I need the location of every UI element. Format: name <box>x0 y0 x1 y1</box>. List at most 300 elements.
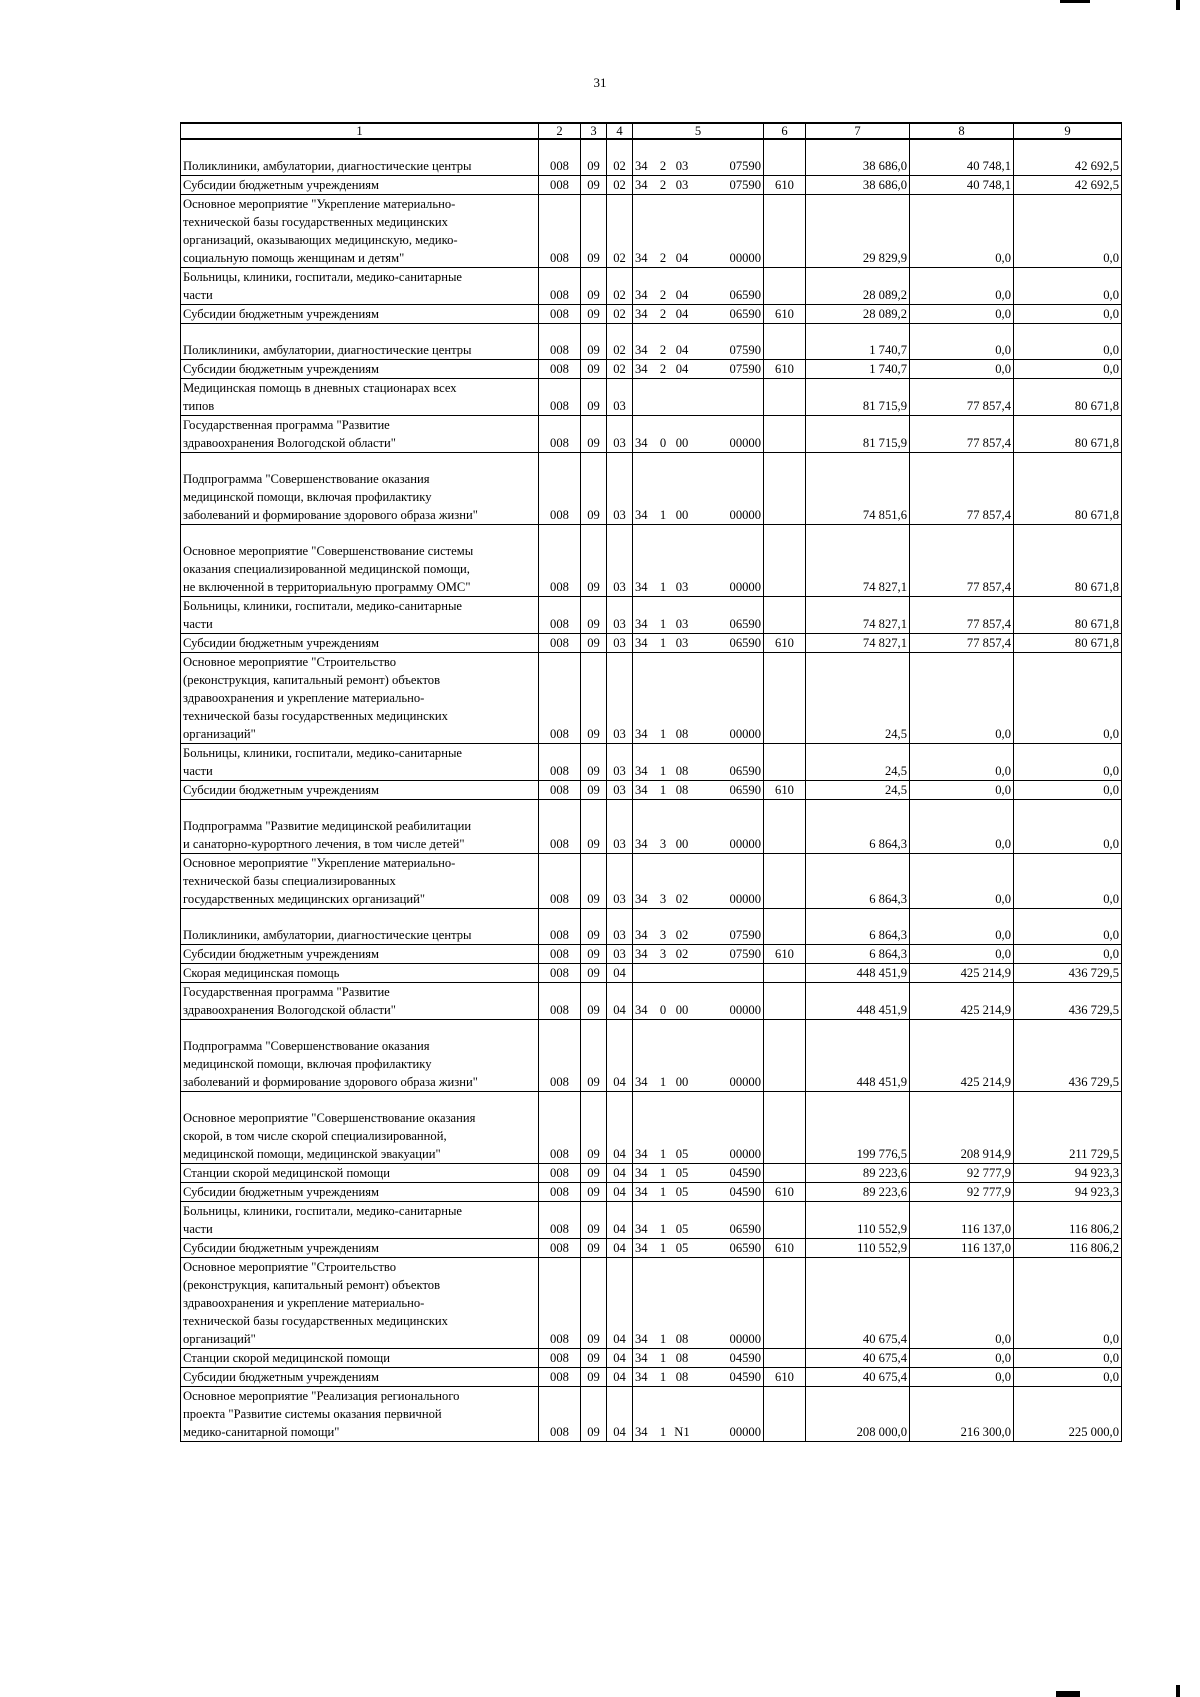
expense-type-code <box>764 596 806 633</box>
code-part: 34 <box>635 1146 648 1161</box>
code-part: 34 <box>635 1002 648 1017</box>
code-part: 34 <box>635 361 648 376</box>
amount-year-3: 80 671,8 <box>1014 633 1122 652</box>
section-code: 09 <box>581 780 607 799</box>
expense-type-code: 610 <box>764 1182 806 1201</box>
ministry-code: 008 <box>539 1257 581 1348</box>
amount-year-3: 42 692,5 <box>1014 175 1122 194</box>
ministry-code: 008 <box>539 452 581 524</box>
code-part: 34 <box>635 1240 648 1255</box>
amount-year-3: 80 671,8 <box>1014 524 1122 596</box>
amount-year-2: 0,0 <box>910 1257 1014 1348</box>
code-part: 04590 <box>729 1350 761 1365</box>
ministry-code: 008 <box>539 780 581 799</box>
code-part: 08 <box>675 782 689 797</box>
amount-year-2: 208 914,9 <box>910 1091 1014 1163</box>
code-part: 00 <box>675 507 689 522</box>
code-part: 2 <box>659 158 667 173</box>
code-part: N1 <box>674 1424 690 1439</box>
amount-year-3: 0,0 <box>1014 780 1122 799</box>
code-part: 0 <box>659 1002 667 1017</box>
code-part: 00000 <box>729 579 761 594</box>
code-part: 34 <box>635 726 648 741</box>
amount-year-2: 0,0 <box>910 304 1014 323</box>
amount-year-2: 40 748,1 <box>910 139 1014 175</box>
table-row <box>181 1182 1122 1201</box>
ministry-code: 008 <box>539 1091 581 1163</box>
expense-type-code <box>764 139 806 175</box>
amount-year-1: 6 864,3 <box>806 799 910 853</box>
table-row <box>181 194 1122 267</box>
amount-year-3: 80 671,8 <box>1014 596 1122 633</box>
table-row <box>181 139 1122 175</box>
section-code: 09 <box>581 963 607 982</box>
ministry-code: 008 <box>539 963 581 982</box>
target-article-code <box>633 799 764 853</box>
section-code: 09 <box>581 633 607 652</box>
code-part: 05 <box>675 1165 689 1180</box>
ministry-code: 008 <box>539 1019 581 1091</box>
target-article-code <box>633 304 764 323</box>
table-row <box>181 963 1122 982</box>
amount-year-1: 1 740,7 <box>806 359 910 378</box>
table-row <box>181 1238 1122 1257</box>
target-article-code <box>633 1091 764 1163</box>
column-header: 7 <box>806 123 910 139</box>
expense-type-code <box>764 652 806 743</box>
amount-year-1: 110 552,9 <box>806 1238 910 1257</box>
ministry-code: 008 <box>539 982 581 1019</box>
expense-type-code: 610 <box>764 1238 806 1257</box>
amount-year-2: 216 300,0 <box>910 1386 1014 1441</box>
target-article-code <box>633 139 764 175</box>
amount-year-2: 0,0 <box>910 743 1014 780</box>
code-part: 1 <box>659 635 667 650</box>
subsection-code: 04 <box>607 1257 633 1348</box>
amount-year-1: 199 776,5 <box>806 1091 910 1163</box>
amount-year-2: 0,0 <box>910 908 1014 944</box>
column-header: 5 <box>633 123 764 139</box>
code-part: 1 <box>659 579 667 594</box>
row-name: Субсидии бюджетным учреждениям <box>181 359 539 378</box>
table-row <box>181 596 1122 633</box>
row-name: Субсидии бюджетным учреждениям <box>181 175 539 194</box>
code-part: 3 <box>659 891 667 906</box>
row-name: Больницы, клиники, госпитали, медико-санитарные части <box>181 267 539 304</box>
code-part: 1 <box>659 1240 667 1255</box>
target-article-code <box>633 944 764 963</box>
ministry-code: 008 <box>539 596 581 633</box>
subsection-code: 04 <box>607 1163 633 1182</box>
row-name: Медицинская помощь в дневных стационарах всех типов <box>181 378 539 415</box>
scan-mark <box>1176 1685 1180 1697</box>
ministry-code: 008 <box>539 1201 581 1238</box>
row-name: Субсидии бюджетным учреждениям <box>181 780 539 799</box>
table-row <box>181 378 1122 415</box>
row-name: Больницы, клиники, госпитали, медико-санитарные части <box>181 1201 539 1238</box>
row-name: Поликлиники, амбулатории, диагностические центры <box>181 908 539 944</box>
code-part: 34 <box>635 635 648 650</box>
code-part: 00000 <box>729 836 761 851</box>
subsection-code: 02 <box>607 304 633 323</box>
code-part: 1 <box>659 1165 667 1180</box>
section-code: 09 <box>581 304 607 323</box>
row-name: Основное мероприятие "Реализация регионального проекта "Развитие системы оказания первичной медико-санитарной помощи" <box>181 1386 539 1441</box>
code-part: 02 <box>675 927 689 942</box>
amount-year-2: 77 857,4 <box>910 596 1014 633</box>
code-part: 06590 <box>729 763 761 778</box>
amount-year-2: 0,0 <box>910 853 1014 908</box>
amount-year-2: 0,0 <box>910 799 1014 853</box>
code-part: 34 <box>635 435 648 450</box>
amount-year-3: 0,0 <box>1014 1257 1122 1348</box>
code-part: 00000 <box>729 891 761 906</box>
section-code: 09 <box>581 415 607 452</box>
amount-year-1: 24,5 <box>806 652 910 743</box>
code-part: 04590 <box>729 1369 761 1384</box>
amount-year-2: 77 857,4 <box>910 524 1014 596</box>
amount-year-3: 0,0 <box>1014 1348 1122 1367</box>
amount-year-1: 6 864,3 <box>806 944 910 963</box>
row-name: Субсидии бюджетным учреждениям <box>181 1182 539 1201</box>
code-part: 1 <box>659 1369 667 1384</box>
ministry-code: 008 <box>539 1182 581 1201</box>
code-part: 1 <box>659 507 667 522</box>
row-name: Государственная программа "Развитие здравоохранения Вологодской области" <box>181 982 539 1019</box>
code-part: 34 <box>635 836 648 851</box>
ministry-code: 008 <box>539 1348 581 1367</box>
subsection-code: 03 <box>607 652 633 743</box>
ministry-code: 008 <box>539 194 581 267</box>
code-part: 00000 <box>729 726 761 741</box>
code-part: 2 <box>659 177 667 192</box>
subsection-code: 03 <box>607 524 633 596</box>
code-part: 1 <box>659 1424 667 1439</box>
code-part: 05 <box>675 1146 689 1161</box>
expense-type-code <box>764 323 806 359</box>
code-part: 02 <box>675 946 689 961</box>
amount-year-3: 0,0 <box>1014 799 1122 853</box>
ministry-code: 008 <box>539 524 581 596</box>
row-name: Больницы, клиники, госпитали, медико-санитарные части <box>181 596 539 633</box>
column-header: 1 <box>181 123 539 139</box>
amount-year-1: 74 851,6 <box>806 452 910 524</box>
table-row <box>181 743 1122 780</box>
column-header: 4 <box>607 123 633 139</box>
table-row <box>181 633 1122 652</box>
amount-year-1: 24,5 <box>806 743 910 780</box>
ministry-code: 008 <box>539 139 581 175</box>
subsection-code: 04 <box>607 1367 633 1386</box>
section-code: 09 <box>581 743 607 780</box>
amount-year-3: 211 729,5 <box>1014 1091 1122 1163</box>
expense-type-code: 610 <box>764 633 806 652</box>
row-name: Государственная программа "Развитие здравоохранения Вологодской области" <box>181 415 539 452</box>
column-header: 3 <box>581 123 607 139</box>
section-code: 09 <box>581 139 607 175</box>
code-part: 03 <box>675 158 689 173</box>
amount-year-3: 436 729,5 <box>1014 982 1122 1019</box>
code-part: 04 <box>675 287 689 302</box>
table-row <box>181 524 1122 596</box>
code-part: 34 <box>635 507 648 522</box>
amount-year-1: 28 089,2 <box>806 304 910 323</box>
section-code: 09 <box>581 323 607 359</box>
amount-year-1: 74 827,1 <box>806 524 910 596</box>
amount-year-2: 0,0 <box>910 780 1014 799</box>
subsection-code: 04 <box>607 1238 633 1257</box>
subsection-code: 03 <box>607 743 633 780</box>
amount-year-3: 0,0 <box>1014 853 1122 908</box>
column-header: 9 <box>1014 123 1122 139</box>
subsection-code: 03 <box>607 415 633 452</box>
ministry-code: 008 <box>539 323 581 359</box>
code-part: 06590 <box>729 635 761 650</box>
code-part: 00 <box>675 1074 689 1089</box>
amount-year-1: 81 715,9 <box>806 415 910 452</box>
table-row <box>181 1386 1122 1441</box>
subsection-code: 02 <box>607 194 633 267</box>
ministry-code: 008 <box>539 378 581 415</box>
target-article-code <box>633 652 764 743</box>
code-part: 2 <box>659 306 667 321</box>
amount-year-1: 6 864,3 <box>806 908 910 944</box>
ministry-code: 008 <box>539 743 581 780</box>
subsection-code: 03 <box>607 378 633 415</box>
amount-year-3: 0,0 <box>1014 743 1122 780</box>
amount-year-1: 40 675,4 <box>806 1257 910 1348</box>
ministry-code: 008 <box>539 944 581 963</box>
amount-year-1: 208 000,0 <box>806 1386 910 1441</box>
amount-year-3: 0,0 <box>1014 323 1122 359</box>
amount-year-2: 0,0 <box>910 1367 1014 1386</box>
table-row <box>181 1091 1122 1163</box>
code-part: 07590 <box>729 158 761 173</box>
target-article-code <box>633 1182 764 1201</box>
code-part: 34 <box>635 782 648 797</box>
amount-year-3: 116 806,2 <box>1014 1201 1122 1238</box>
code-part: 34 <box>635 616 648 631</box>
code-part: 2 <box>659 250 667 265</box>
code-part: 34 <box>635 1424 648 1439</box>
section-code: 09 <box>581 1091 607 1163</box>
expense-type-code <box>764 1201 806 1238</box>
expense-type-code <box>764 908 806 944</box>
section-code: 09 <box>581 452 607 524</box>
row-name: Основное мероприятие "Совершенствование оказания скорой, в том числе скорой специализированной, медицинской помощи, медицинской эвакуации" <box>181 1091 539 1163</box>
amount-year-2: 77 857,4 <box>910 415 1014 452</box>
expense-type-code <box>764 1091 806 1163</box>
row-name: Подпрограмма "Совершенствование оказания медицинской помощи, включая профилактику заболеваний и формирование здорового образа жизни" <box>181 1019 539 1091</box>
amount-year-2: 77 857,4 <box>910 633 1014 652</box>
subsection-code: 02 <box>607 139 633 175</box>
code-part: 34 <box>635 927 648 942</box>
row-name: Подпрограмма "Совершенствование оказания медицинской помощи, включая профилактику заболеваний и формирование здорового образа жизни" <box>181 452 539 524</box>
column-header: 8 <box>910 123 1014 139</box>
code-part: 00000 <box>729 250 761 265</box>
amount-year-2: 40 748,1 <box>910 175 1014 194</box>
subsection-code: 02 <box>607 323 633 359</box>
amount-year-3: 80 671,8 <box>1014 378 1122 415</box>
code-part: 06590 <box>729 782 761 797</box>
amount-year-1: 448 451,9 <box>806 1019 910 1091</box>
amount-year-2: 425 214,9 <box>910 982 1014 1019</box>
code-part: 08 <box>675 1331 689 1346</box>
table-row <box>181 799 1122 853</box>
code-part: 04 <box>675 342 689 357</box>
code-part: 34 <box>635 158 648 173</box>
code-part: 1 <box>659 616 667 631</box>
target-article-code <box>633 323 764 359</box>
code-part: 08 <box>675 1369 689 1384</box>
table-row <box>181 944 1122 963</box>
section-code: 09 <box>581 1019 607 1091</box>
scan-mark <box>1056 1691 1080 1697</box>
code-part: 03 <box>675 635 689 650</box>
amount-year-1: 1 740,7 <box>806 323 910 359</box>
code-part: 04590 <box>729 1184 761 1199</box>
section-code: 09 <box>581 175 607 194</box>
target-article-code <box>633 359 764 378</box>
row-name: Основное мероприятие "Укрепление материально- технической базы государственных медицинских организаций, оказывающих медицинскую, медико- социальную помощь женщинам и детям" <box>181 194 539 267</box>
code-part: 34 <box>635 946 648 961</box>
code-part: 07590 <box>729 946 761 961</box>
code-part: 07590 <box>729 342 761 357</box>
amount-year-3: 436 729,5 <box>1014 963 1122 982</box>
target-article-code <box>633 1367 764 1386</box>
expense-type-code <box>764 267 806 304</box>
amount-year-3: 80 671,8 <box>1014 452 1122 524</box>
expense-type-code <box>764 415 806 452</box>
code-part: 08 <box>675 763 689 778</box>
code-part: 2 <box>659 361 667 376</box>
row-name: Субсидии бюджетным учреждениям <box>181 633 539 652</box>
section-code: 09 <box>581 1163 607 1182</box>
target-article-code <box>633 743 764 780</box>
table-row <box>181 304 1122 323</box>
scan-mark <box>1176 0 1180 10</box>
code-part: 00000 <box>729 1074 761 1089</box>
section-code: 09 <box>581 267 607 304</box>
row-name: Поликлиники, амбулатории, диагностические центры <box>181 139 539 175</box>
code-part: 04 <box>675 361 689 376</box>
code-part: 1 <box>659 726 667 741</box>
table-row <box>181 415 1122 452</box>
table-row <box>181 908 1122 944</box>
section-code: 09 <box>581 853 607 908</box>
expense-type-code <box>764 982 806 1019</box>
amount-year-1: 38 686,0 <box>806 139 910 175</box>
code-part: 34 <box>635 1221 648 1236</box>
expense-type-code <box>764 1019 806 1091</box>
subsection-code: 03 <box>607 908 633 944</box>
target-article-code <box>633 267 764 304</box>
row-name: Основное мероприятие "Строительство (реконструкция, капитальный ремонт) объектов здравоохранения и укрепление материально- технической базы государственных медицинских организаций" <box>181 652 539 743</box>
code-part: 05 <box>675 1240 689 1255</box>
column-header: 6 <box>764 123 806 139</box>
row-name: Скорая медицинская помощь <box>181 963 539 982</box>
code-part: 34 <box>635 1165 648 1180</box>
code-part: 00000 <box>729 507 761 522</box>
ministry-code: 008 <box>539 175 581 194</box>
table-header-row <box>181 123 1122 139</box>
code-part: 06590 <box>729 616 761 631</box>
amount-year-1: 89 223,6 <box>806 1163 910 1182</box>
amount-year-1: 81 715,9 <box>806 378 910 415</box>
expense-type-code <box>764 1386 806 1441</box>
target-article-code <box>633 963 764 982</box>
amount-year-3: 0,0 <box>1014 267 1122 304</box>
amount-year-1: 40 675,4 <box>806 1367 910 1386</box>
code-part: 00 <box>675 1002 689 1017</box>
expense-type-code: 610 <box>764 780 806 799</box>
code-part: 00000 <box>729 1424 761 1439</box>
target-article-code <box>633 194 764 267</box>
code-part: 34 <box>635 1369 648 1384</box>
section-code: 09 <box>581 1238 607 1257</box>
ministry-code: 008 <box>539 304 581 323</box>
table-row <box>181 323 1122 359</box>
subsection-code: 02 <box>607 359 633 378</box>
amount-year-2: 0,0 <box>910 944 1014 963</box>
expense-type-code <box>764 799 806 853</box>
amount-year-1: 110 552,9 <box>806 1201 910 1238</box>
amount-year-2: 0,0 <box>910 194 1014 267</box>
ministry-code: 008 <box>539 633 581 652</box>
amount-year-1: 38 686,0 <box>806 175 910 194</box>
target-article-code <box>633 780 764 799</box>
code-part: 04 <box>675 306 689 321</box>
amount-year-1: 6 864,3 <box>806 853 910 908</box>
table-body <box>181 139 1122 1441</box>
code-part: 08 <box>675 726 689 741</box>
code-part: 07590 <box>729 177 761 192</box>
code-part: 00000 <box>729 1331 761 1346</box>
code-part: 02 <box>675 891 689 906</box>
table-row <box>181 1367 1122 1386</box>
amount-year-2: 0,0 <box>910 359 1014 378</box>
code-part: 05 <box>675 1221 689 1236</box>
code-part: 1 <box>659 1350 667 1365</box>
code-part: 04 <box>675 250 689 265</box>
expense-type-code <box>764 1348 806 1367</box>
ministry-code: 008 <box>539 908 581 944</box>
expense-type-code: 610 <box>764 1367 806 1386</box>
subsection-code: 04 <box>607 982 633 1019</box>
code-part: 34 <box>635 1350 648 1365</box>
amount-year-2: 0,0 <box>910 267 1014 304</box>
table-row <box>181 652 1122 743</box>
section-code: 09 <box>581 908 607 944</box>
code-part: 07590 <box>729 927 761 942</box>
amount-year-2: 0,0 <box>910 323 1014 359</box>
code-part: 3 <box>659 927 667 942</box>
section-code: 09 <box>581 1257 607 1348</box>
section-code: 09 <box>581 524 607 596</box>
code-part: 3 <box>659 836 667 851</box>
target-article-code <box>633 982 764 1019</box>
section-code: 09 <box>581 652 607 743</box>
amount-year-1: 448 451,9 <box>806 982 910 1019</box>
code-part: 34 <box>635 342 648 357</box>
target-article-code <box>633 452 764 524</box>
table-row <box>181 1257 1122 1348</box>
target-article-code <box>633 1257 764 1348</box>
row-name: Больницы, клиники, госпитали, медико-санитарные части <box>181 743 539 780</box>
code-part: 1 <box>659 1184 667 1199</box>
code-part: 1 <box>659 1221 667 1236</box>
ministry-code: 008 <box>539 359 581 378</box>
